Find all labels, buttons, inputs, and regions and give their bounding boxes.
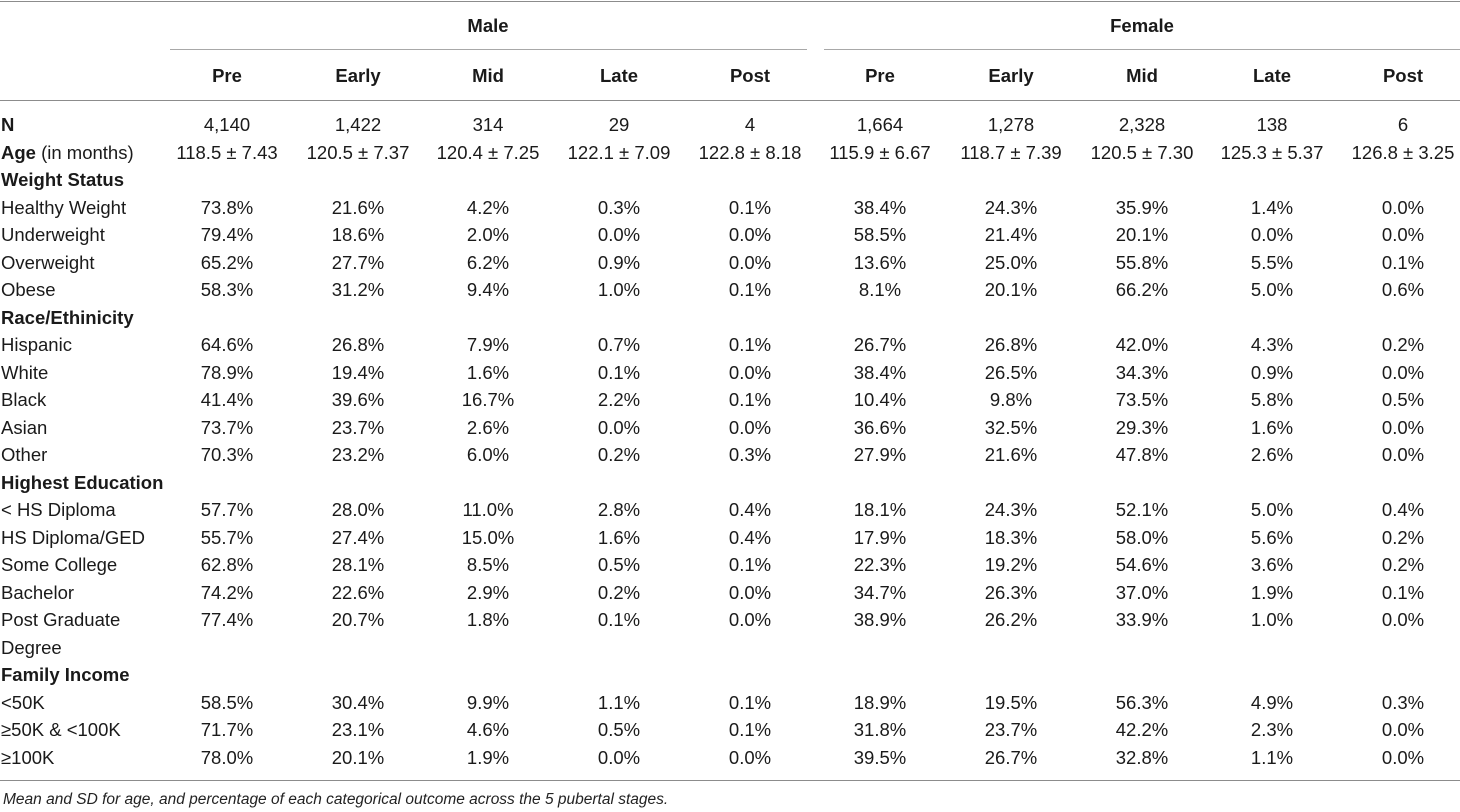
row-label: Hispanic (1, 334, 72, 355)
table-cell: 74.2% (200, 581, 254, 603)
table-cell: 0.0% (728, 224, 772, 245)
table-cell: 23.7% (984, 719, 1038, 740)
table-cell: 122.8 ± 8.18 (698, 141, 802, 163)
table-cell: 32.8% (1115, 746, 1169, 768)
table-cell: 3.6% (1250, 554, 1294, 575)
table-cell: 28.0% (331, 499, 385, 520)
table-cell: 138 (1256, 114, 1288, 135)
table-cell: 5.8% (1250, 389, 1294, 410)
row-label-text: Age (1, 141, 36, 163)
table-cell: 34.7% (853, 581, 907, 603)
table-cell: 20.7% (331, 609, 385, 630)
row-label: Underweight (1, 224, 105, 245)
table-cell: 39.5% (853, 746, 907, 768)
table-cell: 16.7% (461, 389, 515, 410)
table-cell: 22.3% (853, 554, 907, 575)
table-cell: 5.5% (1250, 251, 1294, 273)
table-cell: 0.1% (728, 334, 772, 355)
table-cell: 64.6% (200, 334, 254, 355)
table-cell: 7.9% (466, 334, 510, 355)
table-cell: 0.2% (1381, 554, 1425, 575)
table-cell: 8.5% (466, 554, 510, 575)
table-cell: 0.7% (597, 334, 641, 355)
table-cell: 54.6% (1115, 554, 1169, 575)
table-cell: 55.7% (200, 526, 254, 548)
table-cell: 26.8% (331, 334, 385, 355)
table-cell: 39.6% (331, 389, 385, 410)
table-cell: 71.7% (200, 719, 254, 740)
table-cell: 1.1% (1250, 746, 1294, 768)
row-label: Other (1, 444, 48, 465)
section-heading: Family Income (1, 664, 130, 685)
table-cell: 41.4% (200, 389, 254, 410)
table-cell: 0.0% (1250, 224, 1294, 245)
row-label: Overweight (1, 251, 95, 273)
table-cell: 58.5% (200, 691, 254, 713)
table-cell: 19.2% (984, 554, 1038, 575)
row-label: Asian (1, 416, 48, 438)
table-cell: 58.5% (853, 224, 907, 245)
table-cell: 0.0% (597, 224, 641, 245)
table-cell: 13.6% (853, 251, 907, 273)
table-cell: 31.2% (331, 279, 385, 300)
section-heading: Race/Ethinicity (1, 306, 134, 328)
table-cell: 25.0% (984, 251, 1038, 273)
table-cell: 52.1% (1115, 499, 1169, 520)
table-cell: 126.8 ± 3.25 (1351, 141, 1455, 163)
table-cell: 65.2% (200, 251, 254, 273)
table-cell: 30.4% (331, 691, 385, 713)
table-cell: 1,278 (987, 114, 1035, 135)
table-footnote: Mean and SD for age, and percentage of each categorical outcome across the 5 pubertal stages. (3, 791, 669, 808)
table-cell: 0.2% (1381, 526, 1425, 548)
row-label: N (1, 114, 15, 135)
table-cell: 35.9% (1115, 196, 1169, 218)
row-label: Post Graduate (1, 609, 121, 630)
stage-header-female-pre: Pre (865, 65, 895, 86)
table-cell: 1.6% (597, 526, 641, 548)
row-label: Healthy Weight (1, 196, 127, 218)
row-label: Bachelor (1, 581, 75, 603)
row-label: ≥100K (1, 746, 55, 768)
table-cell: 66.2% (1115, 279, 1169, 300)
table-cell: 26.7% (853, 334, 907, 355)
row-label-unit: (in months) (35, 141, 134, 163)
table-cell: 27.7% (331, 251, 385, 273)
table-cell: 0.1% (597, 609, 641, 630)
table-cell: 20.1% (331, 746, 385, 768)
table-cell: 0.1% (1381, 581, 1425, 603)
table-cell: 1.0% (597, 279, 641, 300)
table-cell: 125.3 ± 5.37 (1220, 141, 1324, 163)
stage-header-male-mid: Mid (472, 65, 504, 86)
table-cell: 38.9% (853, 609, 907, 630)
table-cell: 0.0% (728, 416, 772, 438)
table-cell: 6.2% (466, 251, 510, 273)
table-cell: 10.4% (853, 389, 907, 410)
stage-header-female-late: Late (1252, 65, 1292, 86)
table-cell: 73.8% (200, 196, 254, 218)
table-cell: 23.1% (331, 719, 385, 740)
table-cell: 314 (472, 114, 504, 135)
table-cell: 32.5% (984, 416, 1038, 438)
table-cell: 57.7% (200, 499, 254, 520)
table-cell: 24.3% (984, 196, 1038, 218)
table-cell: 19.5% (984, 691, 1038, 713)
table-cell: 0.9% (597, 251, 641, 273)
table-cell: 26.5% (984, 361, 1038, 383)
table-cell: 0.5% (597, 554, 641, 575)
table-cell: 0.0% (597, 416, 641, 438)
table-cell: 15.0% (461, 526, 515, 548)
table-cell: 9.8% (989, 389, 1033, 410)
table-cell: 2.0% (466, 224, 510, 245)
row-label: Black (1, 389, 47, 410)
table-cell: 18.9% (853, 691, 907, 713)
header-bottom-rule (0, 100, 1460, 101)
table-cell: 0.4% (728, 526, 772, 548)
table-cell: 34.3% (1115, 361, 1169, 383)
table-cell: 0.0% (1381, 719, 1425, 740)
table-cell: 58.3% (200, 279, 254, 300)
table-cell: 38.4% (853, 361, 907, 383)
table-cell: 0.3% (728, 444, 772, 465)
table-cell: 26.7% (984, 746, 1038, 768)
table-cell: 0.0% (1381, 416, 1425, 438)
table-cell: 28.1% (331, 554, 385, 575)
table-cell: 6.0% (466, 444, 510, 465)
table-cell: 0.1% (1381, 251, 1425, 273)
table-cell: 19.4% (331, 361, 385, 383)
table-cell: 0.0% (728, 251, 772, 273)
table-cell: 78.9% (200, 361, 254, 383)
stage-header-male-late: Late (599, 65, 639, 86)
table-cell: 42.0% (1115, 334, 1169, 355)
table-cell: 62.8% (200, 554, 254, 575)
table-cell: 118.7 ± 7.39 (960, 141, 1062, 163)
table-cell: 37.0% (1115, 581, 1169, 603)
row-label: Some College (1, 554, 118, 575)
stage-header-male-post: Post (729, 65, 771, 86)
table-cell: 70.3% (200, 444, 254, 465)
table-cell: 118.5 ± 7.43 (176, 141, 278, 163)
table-cell: 9.4% (466, 279, 510, 300)
table-cell: 73.7% (200, 416, 254, 438)
table-cell: 4.2% (466, 196, 510, 218)
table-cell: 0.1% (728, 719, 772, 740)
table-bottom-rule (0, 780, 1460, 781)
table-cell: 1.6% (1250, 416, 1294, 438)
table-cell: 21.4% (984, 224, 1038, 245)
table-cell: 58.0% (1115, 526, 1169, 548)
row-label: White (1, 361, 49, 383)
stage-header-female-mid: Mid (1126, 65, 1158, 86)
table-cell: 2.3% (1250, 719, 1294, 740)
table-cell: 36.6% (853, 416, 907, 438)
table-cell: 79.4% (200, 224, 254, 245)
stage-header-male-early: Early (335, 65, 381, 86)
group-header-male: Male (467, 15, 509, 36)
table-cell: 8.1% (858, 279, 902, 300)
table-cell: 42.2% (1115, 719, 1169, 740)
table-cell: 1.8% (466, 609, 510, 630)
table-cell: 0.0% (1381, 444, 1425, 465)
table-cell: 115.9 ± 6.67 (829, 141, 931, 163)
table-cell: 120.5 ± 7.37 (306, 141, 410, 163)
table-cell: 0.1% (728, 279, 772, 300)
table-cell: 0.0% (1381, 361, 1425, 383)
table-cell: 0.1% (728, 196, 772, 218)
table-cell: 0.4% (1381, 499, 1425, 520)
table-cell: 26.3% (984, 581, 1038, 603)
table-cell: 0.6% (1381, 279, 1425, 300)
row-label: HS Diploma/GED (1, 526, 145, 548)
table-cell: 33.9% (1115, 609, 1169, 630)
table-cell: 5.0% (1250, 499, 1294, 520)
table-cell: 11.0% (462, 499, 514, 520)
table-cell: 22.6% (331, 581, 385, 603)
table-cell: 2.9% (466, 581, 510, 603)
group-header-female: Female (1110, 15, 1174, 36)
table-cell: 1,664 (856, 114, 904, 135)
table-cell: 0.0% (1381, 196, 1425, 218)
table-cell: 0.1% (728, 554, 772, 575)
table-cell: 38.4% (853, 196, 907, 218)
table-cell: 4 (744, 114, 756, 135)
table-cell: 1.0% (1250, 609, 1294, 630)
table-cell: 21.6% (984, 444, 1038, 465)
table-cell: 0.1% (597, 361, 641, 383)
table-cell: 1.1% (597, 691, 641, 713)
table-cell: 2.2% (597, 389, 641, 410)
table-cell: 0.0% (1381, 609, 1425, 630)
row-label-continued: Degree (1, 636, 62, 658)
row-label: ≥50K & <100K (1, 719, 121, 740)
table-cell: 26.2% (984, 609, 1038, 630)
table-cell: 5.6% (1250, 526, 1294, 548)
table-cell: 18.1% (853, 499, 907, 520)
table-cell: 73.5% (1115, 389, 1169, 410)
table-cell: 0.5% (1381, 389, 1425, 410)
table-cell: 31.8% (853, 719, 907, 740)
table-cell: 29 (608, 114, 630, 135)
table-cell: 29.3% (1115, 416, 1169, 438)
table-cell: 78.0% (200, 746, 254, 768)
table-cell: 20.1% (1115, 224, 1169, 245)
table-cell: 0.0% (728, 361, 772, 383)
table-cell: 0.0% (728, 609, 772, 630)
section-heading: Highest Education (1, 471, 164, 493)
table-cell: 17.9% (853, 526, 907, 548)
table-top-rule (0, 1, 1460, 2)
table-cell: 122.1 ± 7.09 (567, 141, 671, 163)
row-label: <50K (1, 691, 45, 713)
table-cell: 4.6% (466, 719, 510, 740)
section-heading: Weight Status (1, 169, 124, 190)
table-cell: 120.4 ± 7.25 (436, 141, 540, 163)
table-cell: 120.5 ± 7.30 (1090, 141, 1194, 163)
table-cell: 24.3% (984, 499, 1038, 520)
table-cell: 20.1% (984, 279, 1038, 300)
female-span-rule (824, 49, 1460, 50)
table-cell: 27.9% (853, 444, 907, 465)
table-cell: 0.2% (597, 444, 641, 465)
table-cell: 0.9% (1250, 361, 1294, 383)
table-cell: 5.0% (1250, 279, 1294, 300)
table-cell: 77.4% (200, 609, 254, 630)
table-cell: 4.9% (1250, 691, 1294, 713)
table-cell: 21.6% (331, 196, 385, 218)
table-cell: 0.5% (597, 719, 641, 740)
table-cell: 2.6% (466, 416, 510, 438)
table-cell: 18.6% (331, 224, 385, 245)
table-cell: 0.2% (1381, 334, 1425, 355)
stage-header-male-pre: Pre (212, 65, 242, 86)
table-cell: 2,328 (1118, 114, 1166, 135)
table-cell: 2.6% (1250, 444, 1294, 465)
table-cell: 1.4% (1250, 196, 1294, 218)
table-cell: 0.0% (728, 746, 772, 768)
table-cell: 2.8% (597, 499, 641, 520)
table-cell: 1.9% (466, 746, 510, 768)
table-cell: 0.3% (597, 196, 641, 218)
stage-header-female-early: Early (988, 65, 1034, 86)
table-cell: 18.3% (984, 526, 1038, 548)
table-cell: 0.1% (728, 691, 772, 713)
table-cell: 55.8% (1115, 251, 1169, 273)
table-cell: 26.8% (984, 334, 1038, 355)
table-cell: 1.6% (466, 361, 510, 383)
row-label: < HS Diploma (1, 499, 116, 520)
table-cell: 9.9% (466, 691, 510, 713)
table-cell: 47.8% (1115, 444, 1169, 465)
table-cell: 56.3% (1115, 691, 1169, 713)
table-cell: 0.1% (728, 389, 772, 410)
table-cell: 6 (1397, 114, 1409, 135)
table-cell: 23.2% (331, 444, 385, 465)
table-cell: 0.4% (728, 499, 772, 520)
table-cell: 0.0% (1381, 224, 1425, 245)
table-cell: 0.2% (597, 581, 641, 603)
table-cell: 4.3% (1250, 334, 1294, 355)
table-cell: 0.0% (1381, 746, 1425, 768)
table-cell: 4,140 (203, 114, 251, 135)
table-cell: 1,422 (334, 114, 382, 135)
table-cell: 23.7% (331, 416, 385, 438)
table-cell: 0.3% (1381, 691, 1425, 713)
table-cell: 0.0% (728, 581, 772, 603)
stage-header-female-post: Post (1382, 65, 1424, 86)
row-label (1, 142, 134, 164)
table-cell: 0.0% (597, 746, 641, 768)
male-span-rule (170, 49, 807, 50)
row-label: Obese (1, 279, 56, 300)
table-cell: 27.4% (331, 526, 385, 548)
table-cell: 1.9% (1250, 581, 1294, 603)
